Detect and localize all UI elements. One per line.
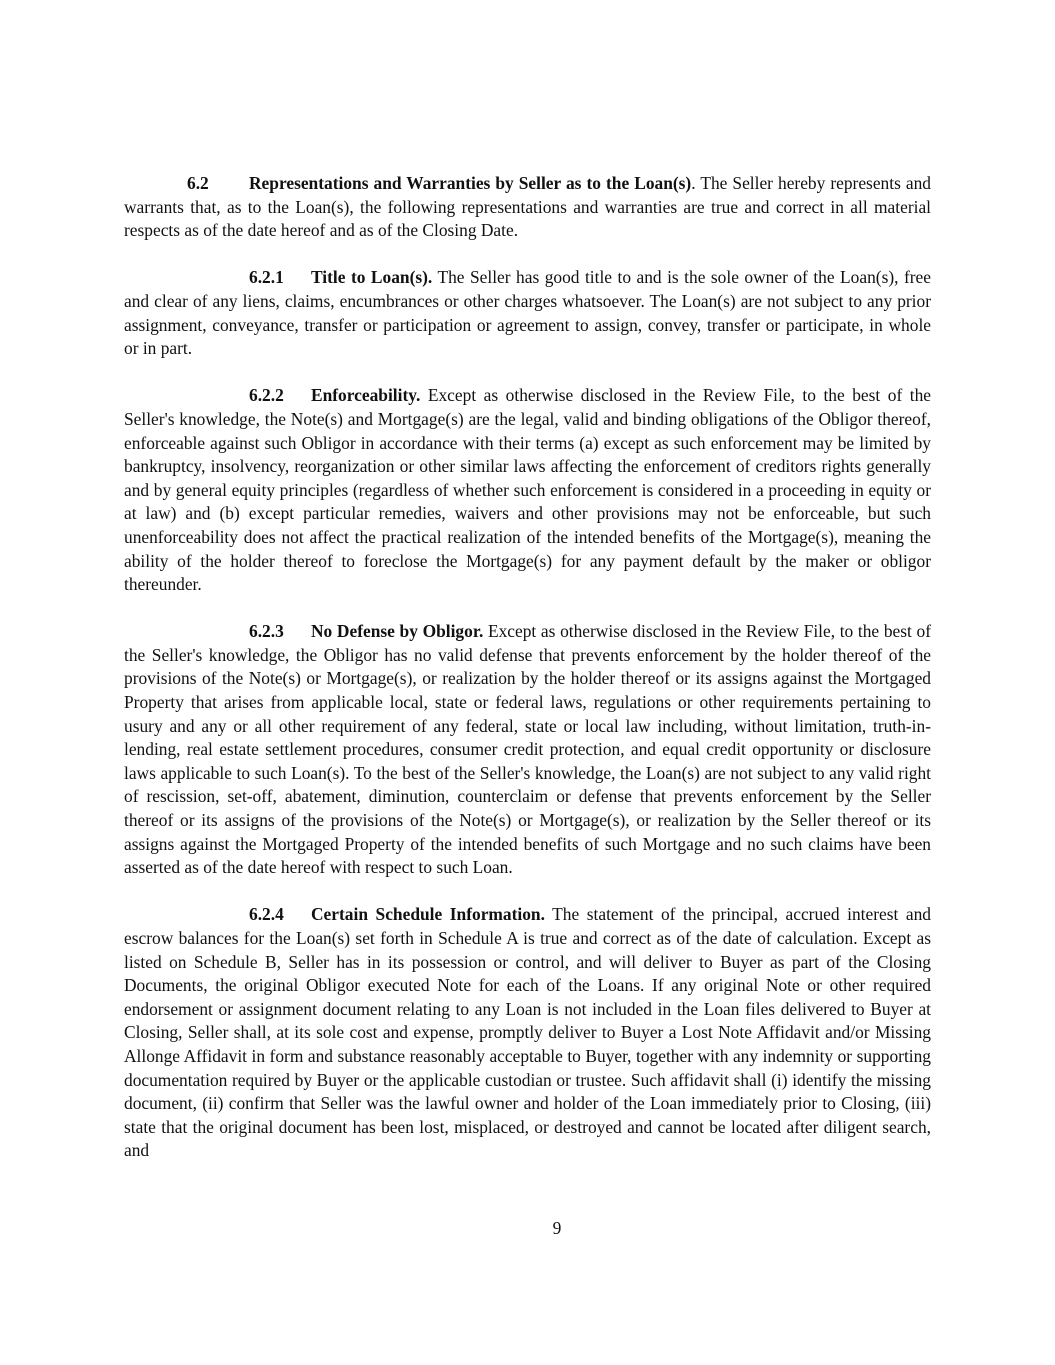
section-body: The Seller has good title to and is the sole owner of the Loan(s), free and clear of any liens, claims, encumbrances or other charges whatsoever. The Loan(s) are not subject to any prior assignment, conveyance, transfer or participation or agreement to assign, convey, transfer or participate, in whole or in part. <box>124 267 931 359</box>
section-number: 6.2.4 <box>249 904 284 925</box>
section-number: 6.2.1 <box>249 267 284 288</box>
section-body: Except as otherwise disclosed in the Review File, to the best of the Seller's knowledge, the Obligor has no valid defense that prevents enforcement by the holder thereof of the provisions of the Note(s) or Mortgage(s), or realization by the holder thereof or its assigns against the Mortgaged Property that arises from applicable local, state or federal laws, regulations or other requirements pertaining to usury and any or all other requirement of any federal, state or local law including, without limitation, truth-in-lending, real estate settlement procedures, consumer credit protection, and equal credit opportunity or disclosure laws applicable to such Loan(s). To the best of the Seller's knowledge, the Loan(s) are not subject to any valid right of rescission, set-off, abatement, diminution, counterclaim or defense that prevents enforcement by the Seller thereof or its assigns of the provisions of the Note(s) or Mortgage(s), or realization by the Seller thereof or its assigns against the Mortgaged Property of the intended benefits of such Mortgage and no such claims have been asserted as of the date hereof with respect to such Loan. <box>124 621 931 878</box>
document-body <box>124 172 931 1187</box>
page-number: 9 <box>552 1218 562 1238</box>
section-6-2-4 <box>124 903 931 1163</box>
section-6-2-3 <box>124 620 931 880</box>
section-number: 6.2.3 <box>249 621 284 642</box>
section-6-2 <box>124 172 931 243</box>
section-number: 6.2 <box>187 173 209 193</box>
section-number: 6.2.2 <box>249 385 284 406</box>
section-heading: Title to Loan(s). <box>311 267 433 288</box>
section-body: Except as otherwise disclosed in the Review File, to the best of the Seller's knowledge, the Note(s) and Mortgage(s) are the legal, valid and binding obligations of the Obligor thereof, enforceable against such Obligor in accordance with their terms (a) except as such enforcement may be limited by bankruptcy, insolvency, reorganization or other similar laws affecting the enforcement of creditors rights generally and by general equity principles (regardless of whether such enforcement is considered in a proceeding in equity or at law) and (b) except particular remedies, waivers and other provisions may not be enforceable, but such unenforceability does not affect the practical realization of the intended benefits of the Mortgage(s), meaning the ability of the holder thereof to foreclose the Mortgage(s) for any payment default by the maker or obligor thereunder. <box>124 385 931 595</box>
section-heading: No Defense by Obligor. <box>311 621 484 642</box>
section-heading-suffix: . <box>691 173 696 193</box>
section-heading: Certain Schedule Information. <box>311 904 545 925</box>
section-heading: Representations and Warranties by Seller as to the Loan(s) <box>249 173 692 193</box>
section-6-2-1 <box>124 266 931 360</box>
section-body: The statement of the principal, accrued interest and escrow balances for the Loan(s) set forth in Schedule A is true and correct as of the date of calculation. Except as listed on Schedule B, Seller has in its possession or control, and will deliver to Buyer as part of the Closing Documents, the original Obligor executed Note for each of the Loans. If any original Note or other required endorsement or assignment document relating to any Loan is not included in the Loan files delivered to Buyer at Closing, Seller shall, at its sole cost and expense, promptly deliver to Buyer a Lost Note Affidavit and/or Missing Allonge Affidavit in form and substance reasonably acceptable to Buyer, together with any indemnity or supporting documentation required by Buyer or the applicable custodian or trustee. Such affidavit shall (i) identify the missing document, (ii) confirm that Seller was the lawful owner and holder of the Loan immediately prior to Closing, (iii) state that the original document has been lost, misplaced, or destroyed and cannot be located after diligent search, and <box>124 904 931 1161</box>
section-heading: Enforceability. <box>311 385 421 406</box>
section-body: The Seller hereby represents and warrants that, as to the Loan(s), the following representations and warranties are true and correct in all material respects as of the date hereof and as of the Closing Date. <box>124 173 931 241</box>
section-6-2-2 <box>124 384 931 596</box>
